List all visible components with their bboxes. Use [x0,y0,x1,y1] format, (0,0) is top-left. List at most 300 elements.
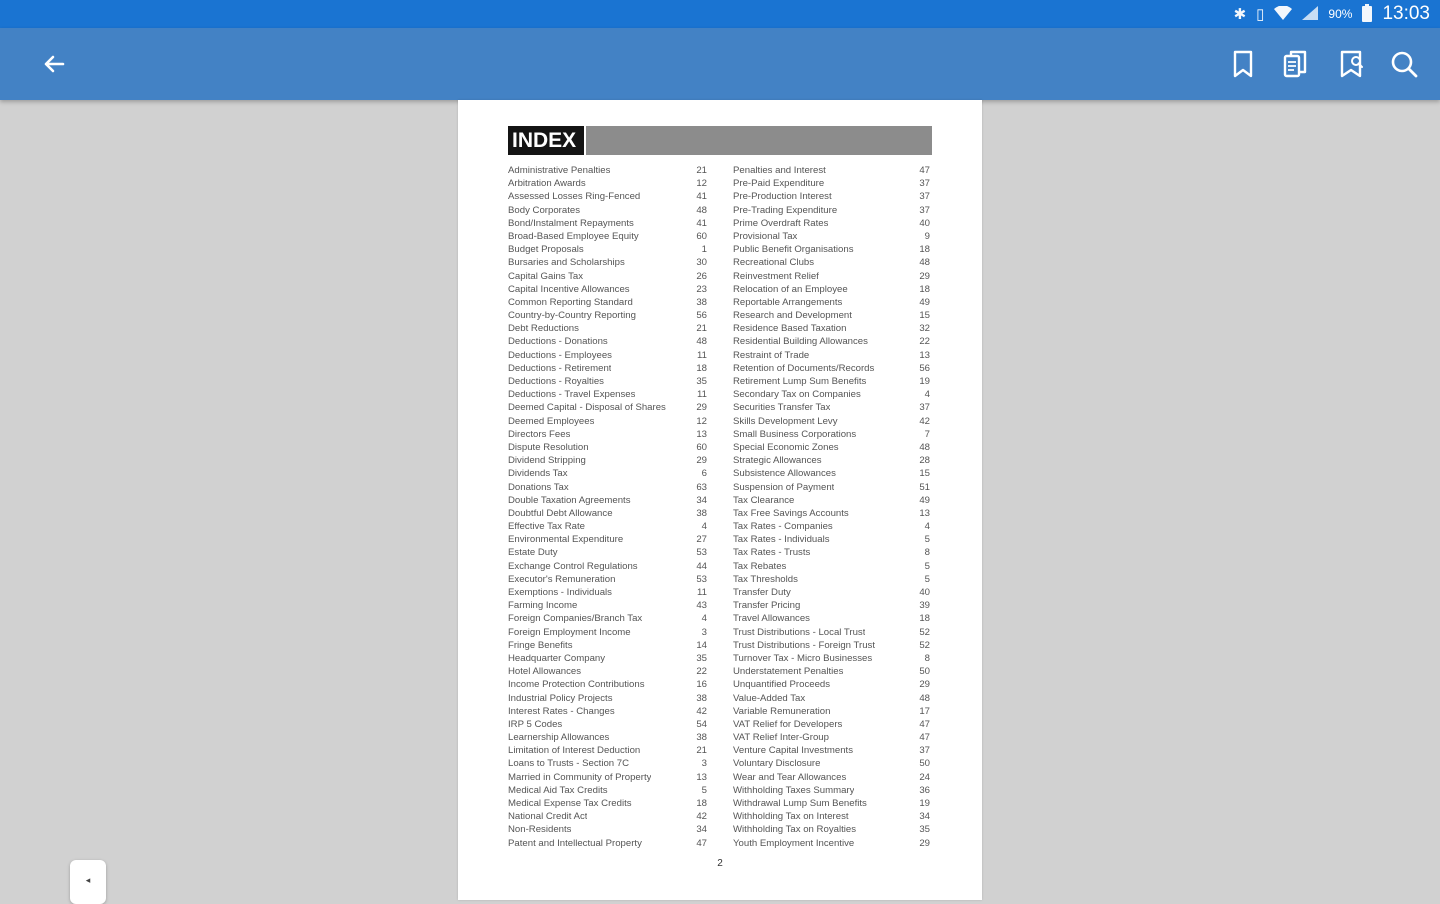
index-entry [733,283,930,296]
index-entry-page: 11 [697,587,707,598]
index-title: INDEX [508,126,586,155]
index-entry [508,573,707,586]
index-entry-title: Restraint of Trade [733,349,810,361]
index-entry [508,309,707,322]
index-entry-page: 38 [696,507,707,519]
index-entry [508,731,707,744]
index-entry [508,270,707,283]
clock-time: 13:03 [1382,3,1430,24]
index-entry [733,573,930,586]
index-entry-page: 11 [697,349,707,361]
index-entry-title: Assessed Losses Ring-Fenced [508,191,641,203]
index-entry-title: Exemptions - Individuals [508,587,612,598]
index-entry-page: 17 [919,705,930,717]
bookmark-icon [1223,44,1263,84]
index-entry [508,481,707,494]
index-entry-title: Directors Fees [508,428,571,440]
index-entry-page: 54 [696,718,707,730]
index-entry-title: Patent and Intellectual Property [508,837,642,849]
index-entry-title: Headquarter Company [508,652,606,664]
index-entry-title: Transfer Pricing [733,600,801,612]
index-entry-title: Broad-Based Employee Equity [508,230,639,242]
index-entry-page: 34 [696,824,707,836]
index-entry [733,349,930,362]
index-entry-title: Limitation of Interest Deduction [508,745,641,757]
index-entry-title: Deemed Capital - Disposal of Shares [508,402,666,414]
index-entry-title: Married in Community of Property [508,771,652,783]
index-entry-page: 40 [919,217,930,229]
index-entry [508,626,707,639]
index-entry-page: 4 [924,521,930,533]
index-entry-page: 12 [696,415,707,427]
index-entry-page: 48 [696,336,707,348]
index-entry [733,309,930,322]
index-entry-title: Effective Tax Rate [508,521,585,533]
index-entry-page: 23 [696,283,707,295]
index-entry-page: 47 [696,837,707,849]
index-entry-page: 29 [919,679,930,691]
index-entry-title: Donations Tax [508,481,569,493]
index-entry-page: 60 [696,441,707,453]
index-entry [508,467,707,480]
index-entry [508,401,707,414]
index-entry-title: Youth Employment Incentive [733,837,855,849]
index-entry-title: Transfer Duty [733,587,791,598]
battery-percentage: 90% [1328,7,1353,21]
index-entry [733,586,930,599]
index-entry-page: 43 [696,600,707,612]
index-entry-title: Non-Residents [508,824,572,836]
index-entry-title: Fringe Benefits [508,639,573,651]
index-entry-page: 34 [696,494,707,506]
index-entry [733,718,930,731]
index-entry-page: 37 [919,745,930,757]
index-entry-page: 60 [696,230,707,242]
index-entry-title: Subsistence Allowances [733,468,836,480]
index-entry-title: Capital Gains Tax [508,270,584,282]
index-entry-title: Dividends Tax [508,468,568,480]
index-entry-page: 47 [919,732,930,744]
index-entry [733,665,930,678]
index-entry [508,375,707,388]
index-entry-title: Understatement Penalties [733,666,844,678]
index-entry [508,599,707,612]
index-entry-page: 13 [919,349,930,361]
index-entry-page: 19 [919,798,930,809]
index-entry [508,546,707,559]
index-entry [733,546,930,559]
index-entry-title: Dividend Stripping [508,455,586,467]
index-entry-page: 48 [919,692,930,704]
index-entry-page: 18 [919,244,930,256]
bookmark-button[interactable] [1223,44,1263,84]
app-bar [0,28,1440,100]
index-entry-page: 53 [696,573,707,585]
index-entry [508,705,707,718]
index-entry-title: Withholding Tax on Interest [733,811,849,823]
index-entry-page: 1 [701,244,707,256]
index-entry [733,784,930,797]
index-entry-page: 18 [919,283,930,295]
index-entry-title: Medical Expense Tax Credits [508,798,632,809]
index-entry-page: 56 [696,310,707,322]
index-entry-title: Deductions - Travel Expenses [508,389,636,401]
index-entry [733,757,930,770]
index-entry-page: 48 [919,257,930,269]
index-entry [733,428,930,441]
index-entry-page: 8 [924,652,930,664]
index-entry [508,454,707,467]
index-entry-title: Bond/Instalment Repayments [508,217,634,229]
index-entry-title: Penalties and Interest [733,165,826,176]
index-entry-title: Secondary Tax on Companies [733,389,861,401]
index-entry-title: Deductions - Donations [508,336,608,348]
index-entry [733,823,930,836]
index-entry-title: Bursaries and Scholarships [508,257,625,269]
index-entry [508,230,707,243]
pages-button[interactable] [1276,44,1316,84]
index-entry [508,586,707,599]
index-entry-title: Country-by-Country Reporting [508,310,636,322]
index-entry [508,797,707,810]
index-entry-page: 42 [696,705,707,717]
index-entry-page: 11 [697,389,707,401]
index-entry [733,731,930,744]
index-entry-title: Pre-Trading Expenditure [733,204,838,216]
index-entry-page: 18 [696,798,707,809]
back-button[interactable] [34,44,74,84]
index-entry-title: Research and Development [733,310,852,322]
index-entry-page: 29 [919,270,930,282]
index-entry [508,678,707,691]
index-entry-page: 5 [701,784,707,796]
index-entry [508,204,707,217]
index-entry-title: Exchange Control Regulations [508,560,638,572]
index-entry [733,335,930,348]
index-entry-title: Travel Allowances [733,613,810,625]
index-entry-title: Trust Distributions - Foreign Trust [733,639,875,651]
index-entry-title: Trust Distributions - Local Trust [733,626,866,638]
index-entry [508,823,707,836]
index-entry-title: Medical Aid Tax Credits [508,784,608,796]
index-entry [508,639,707,652]
index-entry-page: 3 [701,626,707,638]
index-entry [508,335,707,348]
index-entry-page: 13 [696,428,707,440]
index-entry-page: 8 [924,547,930,559]
index-entry-title: Recreational Clubs [733,257,815,269]
index-entry-page: 18 [919,613,930,625]
index-entry-page: 48 [919,441,930,453]
index-entry-title: Doubtful Debt Allowance [508,507,613,519]
index-entry-page: 13 [919,507,930,519]
index-entry-title: Special Economic Zones [733,441,839,453]
index-entry [733,190,930,203]
index-entry-title: Tax Clearance [733,494,795,506]
index-entry-page: 56 [919,362,930,374]
index-entry-title: Executor's Remuneration [508,573,616,585]
bookmark-list-button[interactable] [1331,44,1371,84]
index-entry-page: 26 [696,270,707,282]
index-entry [508,217,707,230]
index-entry [733,507,930,520]
index-entry [733,481,930,494]
index-entry-page: 35 [696,376,707,387]
index-right-column [733,164,930,850]
index-entry [733,243,930,256]
index-entry-page: 14 [696,639,707,651]
index-entry [733,362,930,375]
index-entry [508,296,707,309]
index-entry [508,837,707,850]
index-entry-title: Small Business Corporations [733,428,857,440]
index-entry [508,441,707,454]
index-entry-title: Tax Free Savings Accounts [733,507,849,519]
index-entry-title: Body Corporates [508,204,580,216]
search-button[interactable] [1384,44,1424,84]
index-entry [508,771,707,784]
index-entry-title: Deductions - Employees [508,349,612,361]
index-entry-page: 49 [919,494,930,506]
index-entry-title: Reportable Arrangements [733,296,843,308]
index-entry [508,665,707,678]
index-entry [508,349,707,362]
index-entry [508,757,707,770]
index-entry-page: 41 [696,191,707,203]
index-left-column [508,164,707,850]
index-entry-page: 37 [919,204,930,216]
index-entry-page: 21 [696,745,707,757]
index-entry [733,230,930,243]
index-entry-page: 38 [696,296,707,308]
index-entry [733,837,930,850]
index-entry-page: 39 [919,600,930,612]
index-entry-page: 12 [696,178,707,190]
index-entry-page: 42 [696,811,707,823]
index-entry-page: 47 [919,165,930,176]
index-entry-title: Variable Remuneration [733,705,831,717]
index-entry-title: Skills Development Levy [733,415,838,427]
index-entry-title: Capital Incentive Allowances [508,283,630,295]
index-entry-title: VAT Relief Inter-Group [733,732,829,744]
index-entry-page: 22 [919,336,930,348]
index-entry-page: 44 [696,560,707,572]
index-entry [508,533,707,546]
index-entry-page: 27 [696,534,707,546]
index-entry [508,415,707,428]
index-entry [733,810,930,823]
index-entry [733,467,930,480]
index-entry-page: 4 [924,389,930,401]
index-entry [733,441,930,454]
index-entry-page: 35 [696,652,707,664]
document-page[interactable] [458,100,982,900]
index-entry-page: 51 [919,481,930,493]
index-entry-page: 37 [919,402,930,414]
index-entry-title: Tax Thresholds [733,573,798,585]
index-entry-title: Deductions - Retirement [508,362,612,374]
index-entry [733,388,930,401]
index-entry [733,560,930,573]
index-entry [733,652,930,665]
index-entry [733,692,930,705]
index-entry-title: Residence Based Taxation [733,323,847,335]
index-entry-title: Withholding Taxes Summary [733,784,855,796]
index-entry-title: Withholding Tax on Royalties [733,824,857,836]
index-entry-title: Hotel Allowances [508,666,582,678]
index-entry-page: 50 [919,758,930,770]
index-entry-page: 9 [924,230,930,242]
index-entry-title: Deemed Employees [508,415,595,427]
index-entry [733,401,930,414]
index-entry [733,612,930,625]
index-entry-page: 41 [696,217,707,229]
index-entry [508,164,707,177]
index-entry-title: Double Taxation Agreements [508,494,631,506]
index-entry-title: Tax Rates - Individuals [733,534,830,546]
index-entry [508,692,707,705]
index-entry-title: Pre-Production Interest [733,191,832,203]
index-entry [733,599,930,612]
index-entry [733,494,930,507]
index-entry-title: Loans to Trusts - Section 7C [508,758,630,770]
index-entry [733,454,930,467]
index-entry [733,296,930,309]
index-header-bar [508,126,932,155]
index-entry-title: Wear and Tear Allowances [733,771,847,783]
index-entry [508,283,707,296]
index-entry-title: Interest Rates - Changes [508,705,615,717]
index-entry [733,270,930,283]
index-entry [733,164,930,177]
index-entry [733,204,930,217]
search-icon [1384,44,1424,84]
index-entry-title: Unquantified Proceeds [733,679,831,691]
index-entry-title: Tax Rates - Companies [733,521,833,533]
status-bar [0,0,1440,28]
bookmark-edit-icon [1331,44,1371,84]
wifi-icon [1274,6,1292,23]
index-entry-page: 29 [696,455,707,467]
index-entry-title: Venture Capital Investments [733,745,853,757]
index-entry-page: 24 [919,771,930,783]
index-entry-title: Foreign Companies/Branch Tax [508,613,643,625]
index-entry-page: 50 [919,666,930,678]
index-entry-page: 28 [919,455,930,467]
index-entry [733,177,930,190]
index-entry-title: Farming Income [508,600,578,612]
index-entry-page: 52 [919,639,930,651]
index-entry [508,520,707,533]
index-entry-title: Administrative Penalties [508,165,611,176]
index-entry [733,533,930,546]
index-entry [508,718,707,731]
index-entry-page: 35 [919,824,930,836]
index-entry-page: 37 [919,191,930,203]
index-entry [733,744,930,757]
index-entry [733,520,930,533]
index-entry-page: 53 [696,547,707,559]
index-entry [508,744,707,757]
index-entry-page: 32 [919,323,930,335]
index-entry-title: Industrial Policy Projects [508,692,613,704]
index-entry-page: 5 [924,560,930,572]
index-entry [733,626,930,639]
index-entry-title: IRP 5 Codes [508,718,563,730]
index-entry-title: Voluntary Disclosure [733,758,821,770]
index-entry-page: 4 [701,613,707,625]
index-entry [508,507,707,520]
index-entry-title: Suspension of Payment [733,481,835,493]
index-entry [508,243,707,256]
index-entry-title: Environmental Expenditure [508,534,624,546]
index-entry-title: Dispute Resolution [508,441,589,453]
index-entry-title: Reinvestment Relief [733,270,819,282]
index-entry [508,362,707,375]
index-entry [733,705,930,718]
bluetooth-icon: ✱ [1233,5,1247,23]
index-entry-page: 49 [919,296,930,308]
index-entry [508,810,707,823]
index-entry-title: Foreign Employment Income [508,626,631,638]
index-entry-page: 40 [919,587,930,598]
page-indicator-tab[interactable] [70,860,106,904]
index-entry-page: 47 [919,718,930,730]
index-entry [508,612,707,625]
index-entry [733,639,930,652]
index-entry-page: 15 [919,468,930,480]
index-entry [508,322,707,335]
index-entry-page: 37 [919,178,930,190]
index-entry-title: Pre-Paid Expenditure [733,178,825,190]
index-entry-page: 38 [696,732,707,744]
index-entry [733,375,930,388]
index-entry-page: 5 [924,534,930,546]
index-entry-page: 19 [919,376,930,387]
index-entry [733,256,930,269]
index-entry [508,560,707,573]
index-entry [508,428,707,441]
index-entry-title: Turnover Tax - Micro Businesses [733,652,873,664]
index-entry-page: 3 [701,758,707,770]
index-entry-page: 6 [701,468,707,480]
index-entry-title: Retirement Lump Sum Benefits [733,376,867,387]
index-entry [508,494,707,507]
index-entry-page: 63 [696,481,707,493]
index-entry-page: 13 [696,771,707,783]
index-entry-title: VAT Relief for Developers [733,718,843,730]
index-entry-page: 4 [701,521,707,533]
index-entry [508,652,707,665]
index-entry [508,388,707,401]
index-entry-page: 5 [924,573,930,585]
index-entry-title: Provisional Tax [733,230,798,242]
index-entry-page: 30 [696,257,707,269]
index-entry-title: Tax Rebates [733,560,787,572]
index-entry-page: 38 [696,692,707,704]
index-entry [733,797,930,810]
vibrate-icon: ▯ [1256,5,1265,23]
index-entry-page: 52 [919,626,930,638]
index-entry-page: 42 [919,415,930,427]
index-entry-title: Public Benefit Organisations [733,244,854,256]
back-arrow-icon [34,44,74,84]
index-entry-title: Common Reporting Standard [508,296,633,308]
index-entry-title: Withdrawal Lump Sum Benefits [733,798,867,809]
index-entry-page: 18 [696,362,707,374]
index-entry-title: Securities Transfer Tax [733,402,831,414]
index-entry-page: 16 [696,679,707,691]
